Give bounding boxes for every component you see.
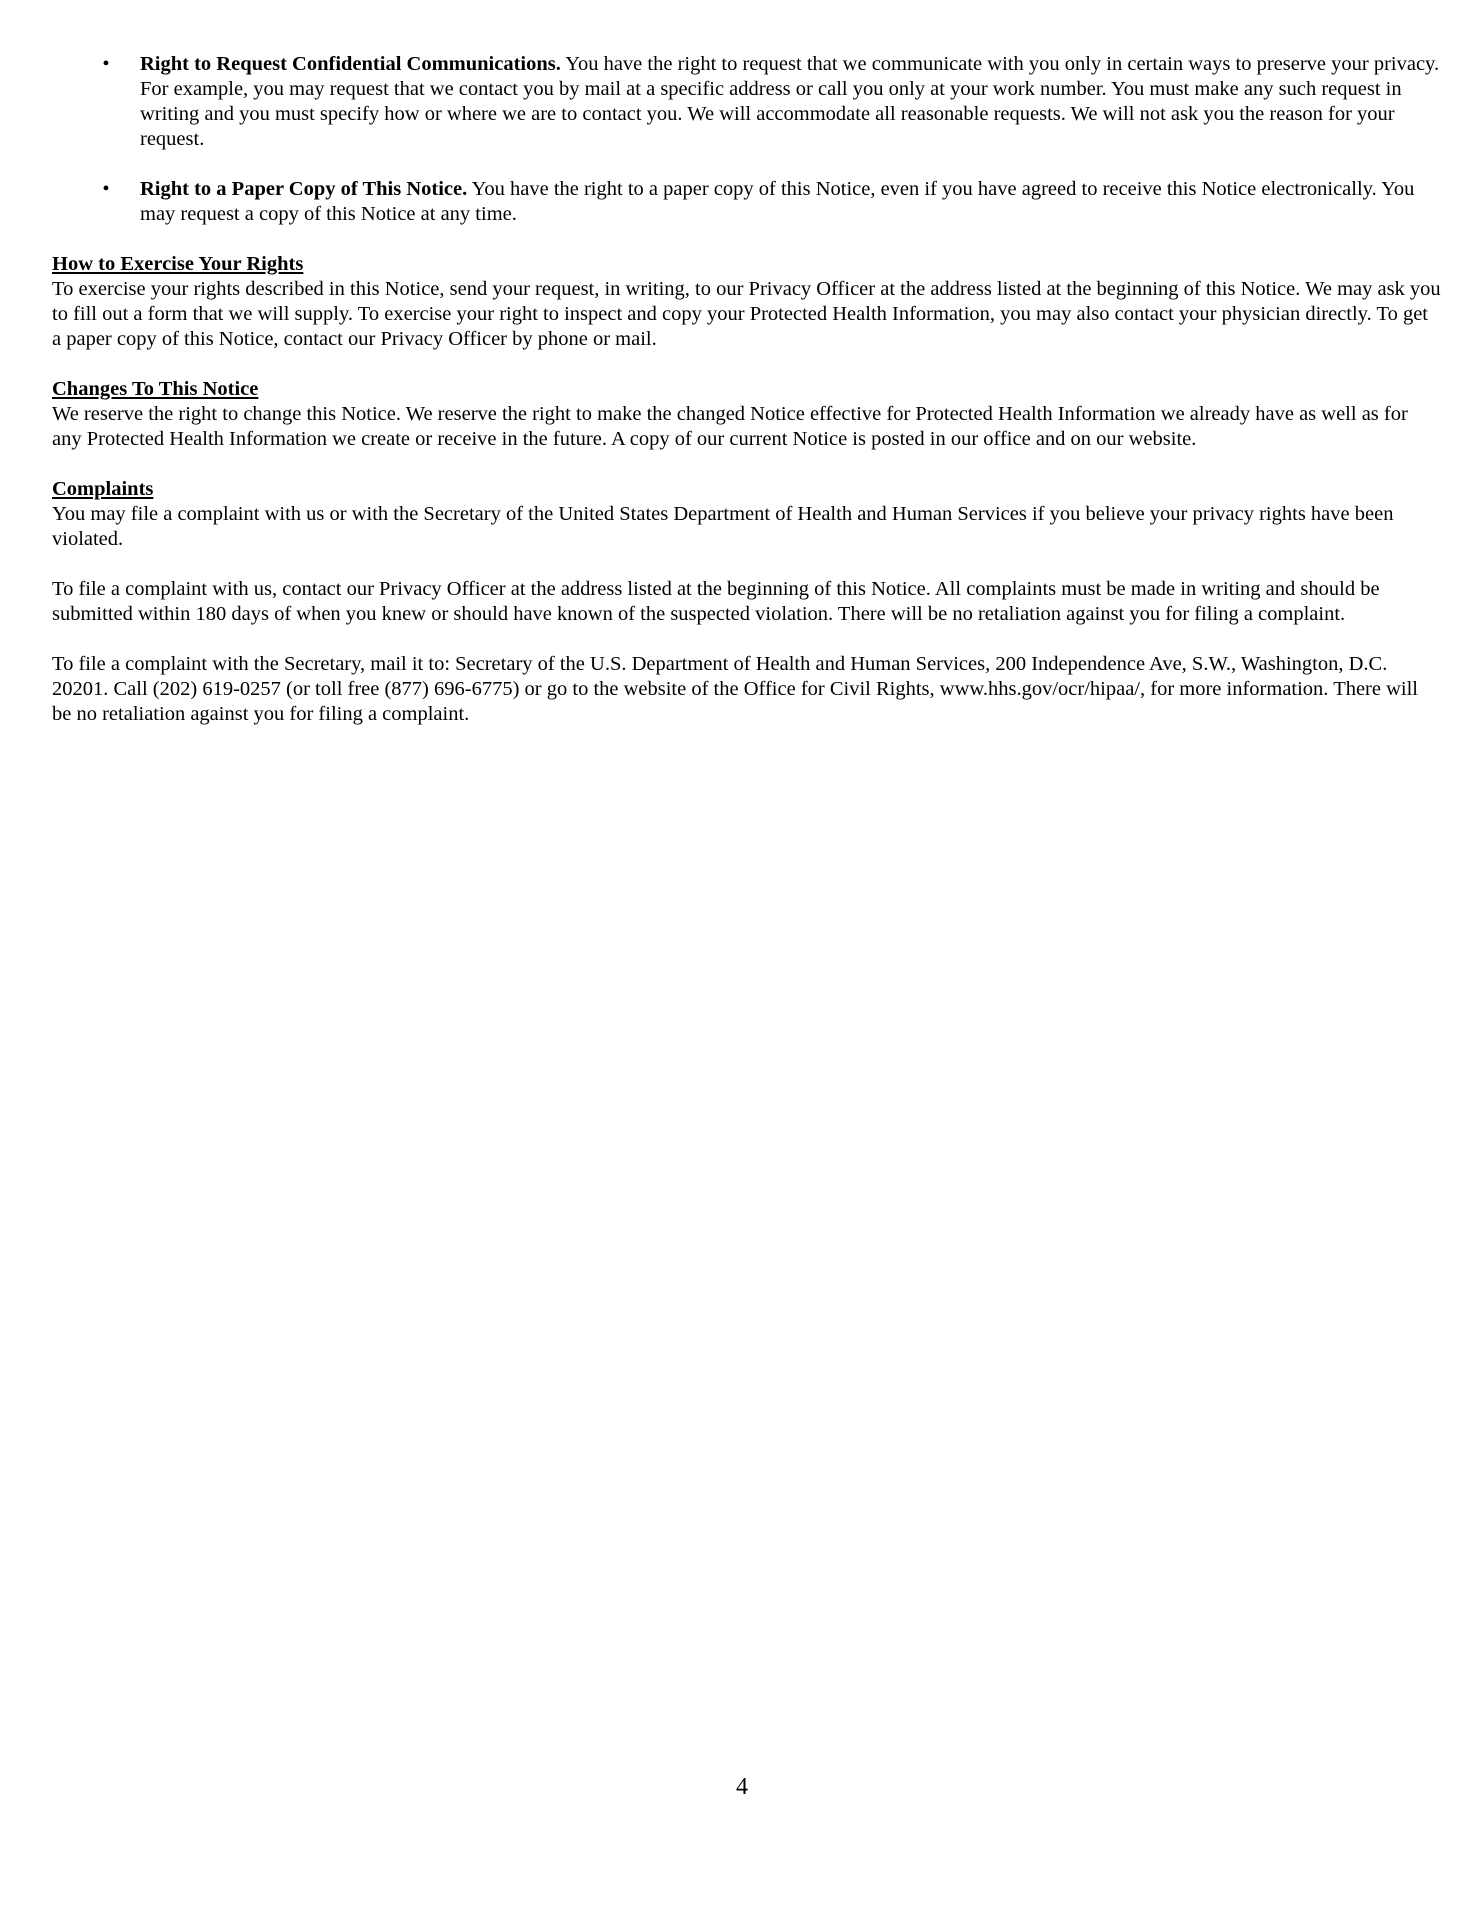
rights-bullet-list (52, 52, 1442, 227)
bullet-icon: • (102, 178, 110, 200)
section-complaints (52, 477, 1442, 727)
bullet-icon: • (102, 53, 110, 75)
bullet-confidential-communications (52, 52, 1442, 152)
section-heading: Changes To This Notice (52, 378, 259, 400)
complaints-paragraph: To file a complaint with the Secretary, mail it to: Secretary of the U.S. Department of Health and Human Services, 200 Independence Ave, S.W., Washington, D.C. 20201. Call (202) 619-0257 (or toll free (877) 696-6775) or go to the website of the Office for Civil Rights, www.hhs.gov/ocr/hipaa/, for more information. There will be no retaliation against you for filing a complaint. (52, 653, 1419, 725)
complaints-paragraph: To file a complaint with us, contact our Privacy Officer at the address listed at the beginning of this Notice. All complaints must be made in writing and should be submitted within 180 days of when you knew or should have known of the suspected violation. There will be no retaliation against you for filing a complaint. (52, 578, 1380, 625)
complaints-paragraph: You may file a complaint with us or with the Secretary of the United States Department of Health and Human Services if you believe your privacy rights have been violated. (52, 503, 1394, 550)
section-heading: Complaints (52, 478, 154, 500)
section-heading: How to Exercise Your Rights (52, 253, 304, 275)
section-changes (52, 377, 1442, 452)
bullet-text: You have the right to a paper copy of this Notice, even if you have agreed to receive this Notice electronically. You may request a copy of this Notice at any time. (140, 178, 1415, 225)
bullet-heading: Right to Request Confidential Communications. (140, 53, 561, 75)
page-number: 4 (736, 1774, 748, 1800)
document-page (52, 52, 1442, 752)
section-body: To exercise your rights described in this Notice, send your request, in writing, to our Privacy Officer at the address listed at the beginning of this Notice. We may ask you to fill out a form that we will supply. To exercise your right to inspect and copy your Protected Health Information, you may also contact your physician directly. To get a paper copy of this Notice, contact our Privacy Officer by phone or mail. (52, 278, 1441, 350)
section-how-to-exercise (52, 252, 1442, 352)
section-body: We reserve the right to change this Notice. We reserve the right to make the changed Notice effective for Protected Health Information we already have as well as for any Protected Health Information we create or receive in the future. A copy of our current Notice is posted in our office and on our website. (52, 403, 1408, 450)
bullet-text: You have the right to request that we communicate with you only in certain ways to preserve your privacy. For example, you may request that we contact you by mail at a specific address or call you only at your work number. You must make any such request in writing and you must specify how or where we are to contact you. We will accommodate all reasonable requests. We will not ask you the reason for your request. (140, 53, 1440, 150)
bullet-heading: Right to a Paper Copy of This Notice. (140, 178, 468, 200)
bullet-paper-copy (52, 177, 1442, 227)
